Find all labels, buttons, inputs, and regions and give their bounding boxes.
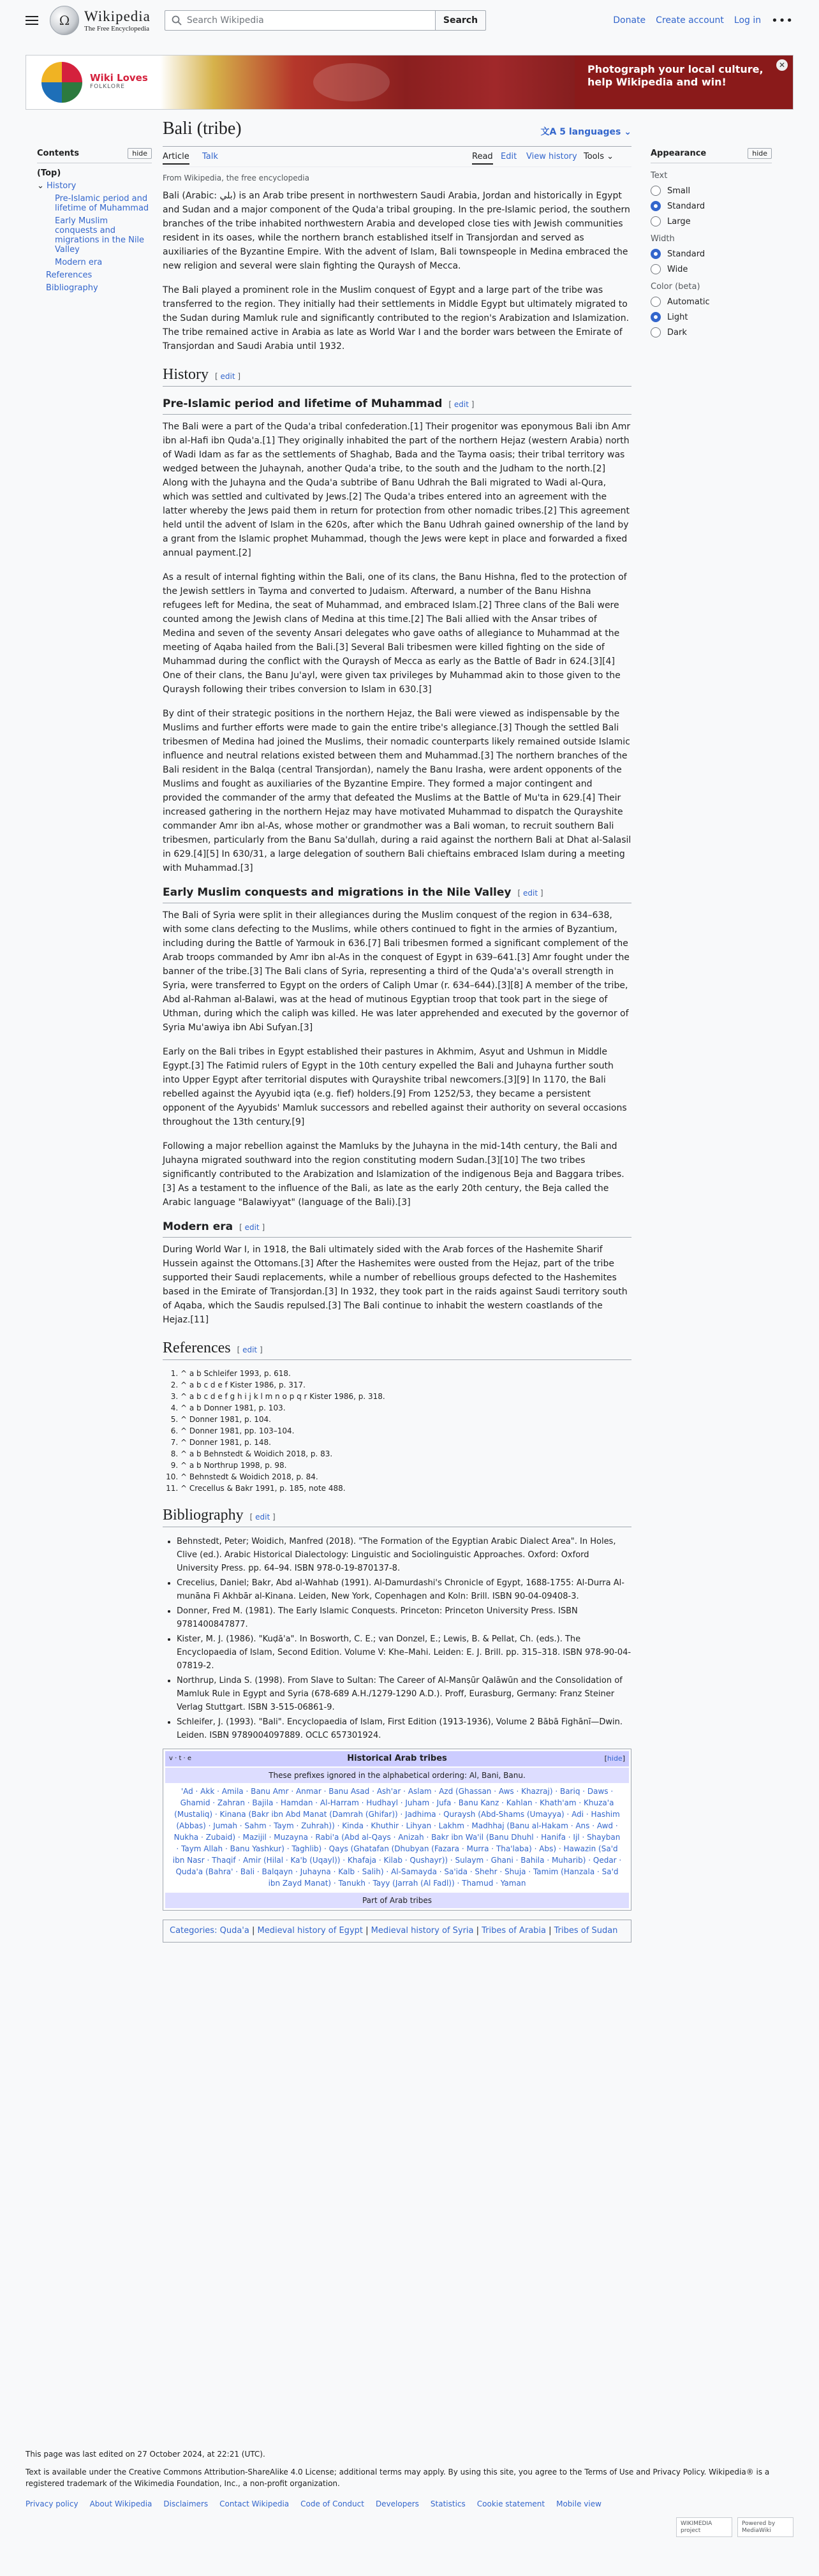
- reference-item[interactable]: 6. ^ Donner 1981, pp. 103–104.: [181, 1425, 631, 1437]
- reference-item[interactable]: 7. ^ Donner 1981, p. 148.: [181, 1437, 631, 1448]
- navbox-arab-tribes: v · t · e Historical Arab tribes [hide] These prefixes ignored in the alphabetical ordering: Al, Bani, Banu. 'Ad · Akk · Amila · Banu Amr · Anmar · Banu Asad · Ash'ar · Aslam · Azd (Ghassan · Aws · Khazraj) · Bariq · Daws · Ghamid · Zahran · Bajila · Hamdan · Al-Harram · Hudhayl · Juham · Jufa · Banu Kanz · Kahlan · Khath'am · Khuza'a (Mustaliq) · Kinana (Bakr ibn Abd Manat (Damrah (Ghifar)) · Jadhima · Quraysh (Abd-Shams (Umayya) · Adi · Hashim (Abbas) · Jumah · Sahm · Taym · Zuhrah)) · Kinda · Khuthir · Lihyan · Lakhm · Madhhaj (Banu al-Hakam · Ans · Awd · Nukha · Zubaid) · Mazijil · Muzayna · Rabi'a (Abd al-Qays · Anizah · Bakr ibn Wa'il (Banu Dhuhl · Hanifa · Ijl · Shayban · Taym Allah · Banu Yashkur) · Taghlib) · Qays (Ghatafan (Dhubyan (Fazara · Murra · Tha'laba) · Abs) · Hawazin (Sa'd ibn Nasr · Thaqif · Amir (Hilal · Ka'b (Uqayl)) · Khafaja · Kilab · Qushayr)) · Sulaym · Ghani · Bahila · Muharib) · Qedar · Quda'a (Bahra' · Bali · Balqayn · Juhayna · Kalb · Salih) · Al-Samayda · Sa'ida · Shehr · Shuja · Tamim (Hanzala · Sa'd ibn Zayd Manat) · Tanukh · Tayy (Jarrah (Al Fadl)) · Thamud · Yaman Part of Arab tribes: [163, 1749, 631, 1911]
- radio-icon[interactable]: [651, 186, 661, 196]
- language-count: 5 languages: [559, 127, 621, 137]
- reference-item[interactable]: 2. ^ a b c d e f Kister 1986, p. 317.: [181, 1379, 631, 1391]
- bibliography-item[interactable]: • Kister, M. J. (1986). "Kuḍā'a". In Bosworth, C. E.; van Donzel, E.; Lewis, B. & Pellat, Ch. (eds.). The Encyclopaedia of Islam, Second Edition. Volume V: Khe–Mahi. Leiden: E. J. Brill. pp. 315–318. ISBN 978-90-04-07819-2.: [177, 1632, 631, 1673]
- lead-paragraph-1: Bali (Arabic: بلي) is an Arab tribe present in northwestern Saudi Arabia, Jordan and historically in Egypt and Sudan and a major component of the Quda'a tribal grouping. In the pre-Islamic period, the southern branches of the tribe inhabited northwestern Arabia and developed close ties with Jewish communities resident in its oases, while the northern branch established itself in Transjordan and served as auxiliaries of the Byzantine Empire. With the advent of Islam, Bali townspeople in Medina embraced the new religion and several were slain fighting the Quraysh of Mecca.: [163, 191, 630, 271]
- close-icon[interactable]: ✕: [776, 59, 788, 71]
- reference-item[interactable]: 10. ^ Behnstedt & Woidich 2018, p. 84.: [181, 1471, 631, 1483]
- reference-item[interactable]: 5. ^ Donner 1981, p. 104.: [181, 1414, 631, 1425]
- campaign-banner[interactable]: [26, 55, 793, 110]
- search-button[interactable]: Search: [435, 10, 486, 31]
- site-header: [26, 0, 793, 41]
- footer-link[interactable]: Disclaimers: [163, 2499, 209, 2508]
- navbox-title[interactable]: Historical Arab tribes: [347, 1754, 447, 1763]
- page-title: Bali (tribe): [163, 119, 242, 138]
- color-light[interactable]: Light: [651, 312, 772, 322]
- edit-link[interactable]: edit: [454, 400, 469, 409]
- bibliography-item[interactable]: • Crecelius, Daniel; Bakr, Abd al-Wahhab (1991). Al-Damurdashi's Chronicle of Egypt, 1688-1755: Al-Durra Al-munāna Fi Akhbār al-Kinana. Leiden, New York, Copenhagen and Koln: Brill. ISBN 90-04-09408-3.: [177, 1576, 631, 1603]
- vte-links[interactable]: v · t · e: [169, 1755, 192, 1762]
- translate-icon: 文A: [540, 127, 560, 137]
- page-footer: [26, 2448, 793, 2534]
- reference-item[interactable]: 8. ^ a b Behnstedt & Woidich 2018, p. 83.: [181, 1448, 631, 1460]
- tab-edit[interactable]: Edit: [501, 152, 517, 161]
- globe-icon: Ω: [50, 6, 79, 35]
- edit-link[interactable]: edit: [220, 372, 235, 381]
- article-body: [163, 189, 631, 1943]
- footer-link[interactable]: Cookie statement: [476, 2499, 545, 2508]
- section-modern-era: Modern era [ edit ]: [163, 1220, 631, 1238]
- category-item[interactable]: Medieval history of Syria: [371, 1926, 474, 1936]
- toc-title: Contents: [37, 149, 79, 158]
- title-row: [163, 116, 631, 147]
- toc-hide-button[interactable]: hide: [128, 148, 152, 159]
- create-account-link[interactable]: Create account: [656, 15, 724, 26]
- color-automatic[interactable]: Automatic: [651, 297, 772, 307]
- category-item[interactable]: Medieval history of Egypt: [257, 1926, 363, 1936]
- tab-talk[interactable]: Talk: [202, 152, 218, 161]
- category-item[interactable]: Quda'a: [219, 1926, 249, 1936]
- toc-item-references[interactable]: References: [46, 270, 92, 280]
- bibliography-item[interactable]: • Northrup, Linda S. (1998). From Slave to Sultan: The Career of Al-Manṣūr Qalāwūn and the Consolidation of Mamluk Rule in Egypt and Syria (678-689 A.H./1279-1290 A.D.). Proff, Eurasburg, Germany: Franz Steiner Verlag Stuttgart. ISBN 3-515-06861-9.: [177, 1674, 631, 1714]
- text-size-small[interactable]: Small: [651, 186, 772, 196]
- radio-icon[interactable]: [651, 216, 661, 226]
- bibliography-item[interactable]: • Schleifer, J. (1993). "Bali". Encyclopaedia of Islam, First Edition (1913-1936), Volume 2 Bābā Fighānī—Dwin. Leiden. ISBN 9789004097889. OCLC 657301924.: [177, 1715, 631, 1742]
- pre-paragraph-1: The Bali were a part of the Quda'a tribal confederation.[1] Their progenitor was eponymous Bali ibn Amr ibn al-Hafi ibn Quda'a.[1] They originally inhabited the part of the northern Hejaz (western Arabia) north of Wadi Idam as far as the settlements of Shaghab, Bada and the Tayma oasis; their tribal territory was wedged between the Juhaynah, another Quda'a tribe, to the south and the Judham to the north.[2] Along with the Juhayna and the Quda'a subtribe of Banu Udhrah the Bali migrated to Wadi al-Qura, which was settled and cultivated by Jews.[2] The Quda'a tribes entered into an agreement with the latter whereby the Jews paid them in return for protection from other nomadic tribes.[2] This agreement held until the advent of Islam in the 620s, after which the Banu Udhrah gained ownership of the land by a grant from the Islamic prophet Muhammad, though the Jews were kept in place and forwarded a fixed annual payment.[2]: [163, 422, 631, 558]
- footer-link[interactable]: Mobile view: [556, 2499, 601, 2508]
- footer-link[interactable]: About Wikipedia: [89, 2499, 152, 2508]
- language-button[interactable]: [541, 125, 631, 138]
- navbox-footer[interactable]: Part of Arab tribes: [165, 1893, 629, 1908]
- tab-tools[interactable]: Tools ⌄: [584, 152, 614, 161]
- last-edited: This page was last edited on 27 October 2024, at 22:21 (UTC).: [26, 2450, 265, 2459]
- appearance-title: Appearance: [651, 149, 707, 158]
- banner-logo-sub: FOLKLORE: [90, 84, 125, 90]
- wordmark-title: Wikipedia: [84, 8, 151, 24]
- navbox-hide-button[interactable]: hide: [607, 1754, 623, 1763]
- tab-article[interactable]: Article: [163, 152, 189, 165]
- footer-link[interactable]: Statistics: [430, 2499, 466, 2508]
- banner-logo-text: Wiki Loves: [90, 72, 148, 84]
- reference-item[interactable]: 11. ^ Crecellus & Bakr 1991, p. 185, note 488.: [181, 1483, 631, 1494]
- banner-photo: [160, 56, 607, 110]
- categories-label[interactable]: Categories:: [170, 1926, 218, 1936]
- radio-icon[interactable]: [651, 249, 661, 259]
- chevron-down-icon: ⌄: [621, 127, 631, 137]
- section-early-muslim: Early Muslim conquests and migrations in the Nile Valley [ edit ]: [163, 885, 631, 903]
- appearance-hide-button[interactable]: hide: [748, 148, 772, 159]
- reference-item[interactable]: 1. ^ a b Schleifer 1993, p. 618.: [181, 1368, 631, 1379]
- radio-icon[interactable]: [651, 297, 661, 307]
- modern-paragraph-1: During World War I, in 1918, the Bali ultimately sided with the Arab forces of the Hashemite Sharif Hussein against the Ottomans.[3] After the Hashemites were ousted from the Hejaz, part of the tribe supported their Saudi replacements, while a number of rebellious groups defected to the Hashemites based in the Emirate of Transjordan.[3] In 1932, they took part in the raids against Saudi territory south of Aqaba, which the Saudis repulsed.[3] The Bali continue to inhabit the western coastlands of the Hejaz.[11]: [163, 1245, 628, 1325]
- toc-item-modern-era[interactable]: Modern era: [55, 258, 103, 267]
- radio-icon[interactable]: [651, 312, 661, 322]
- text-size-label: Text: [651, 171, 668, 181]
- text-size-large[interactable]: Large: [651, 216, 772, 226]
- bibliography-item[interactable]: • Behnstedt, Peter; Woidich, Manfred (2018). "The Formation of the Egyptian Arabic Dialect Area". In Holes, Clive (ed.). Arabic Historical Dialectology: Linguistic and Sociolinguistic Approaches. Oxford: Oxford University Press. pp. 64–94. ISBN 978-0-19-870137-8.: [177, 1535, 631, 1575]
- radio-icon[interactable]: [651, 264, 661, 274]
- tab-read[interactable]: Read: [472, 152, 493, 165]
- color-label: Color (beta): [651, 282, 700, 292]
- chevron-down-icon[interactable]: ⌄: [37, 181, 47, 191]
- footer-badges: [676, 2517, 793, 2537]
- toc-item-pre-islamic[interactable]: Pre-Islamic period and lifetime of Muhammad: [55, 194, 149, 213]
- section-references: References [ edit ]: [163, 1341, 631, 1360]
- from-wikipedia: From Wikipedia, the free encyclopedia: [163, 174, 309, 182]
- pre-paragraph-3: By dint of their strategic positions in the northern Hejaz, the Bali were viewed as indispensable by the Muslims and further efforts were made to gain the entire tribe's allegiance.[3] Though the settled Bali tribesmen of Medina had joined the Muslims, their nomadic counterparts likely remained outside Islamic influence and neutral relations existed between them and Muhammad.[3] The northern branches of the Bali resident in the Balqa (central Transjordan), namely the Banu Irasha, were ardent opponents of the Muslims and fought as auxiliaries of the Byzantine Empire. They formed a major contingent and provided the commander of the army that defeated the Muslims at the Battle of Mu'ta in 629.[4] Their increased gathering in the northern Hejaz may have motivated Muhammad to dispatch the Qurayshite commander Amr ibn al-As, whose mother or grandmother was a Bali woman, to recruit southern Bali tribesmen, particularly from the Banu Sa'dullah, during a raid against the northern Bali at Dhat al-Salasil in 629.[4][5] In 630/31, a large delegation of southern Bali chieftains embraced Islam during a meeting with Muhammad.[3]: [163, 709, 631, 873]
- reference-item[interactable]: 3. ^ a b c d e f g h i j k l m n o p q r Kister 1986, p. 318.: [181, 1391, 631, 1402]
- text-size-standard[interactable]: Standard: [651, 201, 772, 211]
- more-options-icon[interactable]: •••: [771, 13, 793, 27]
- radio-icon[interactable]: [651, 327, 661, 337]
- search-placeholder: Search Wikipedia: [186, 15, 264, 26]
- references-section: [163, 1341, 631, 1494]
- donate-link[interactable]: Donate: [613, 15, 646, 26]
- toc-item-top[interactable]: (Top): [37, 168, 61, 178]
- reference-item[interactable]: 9. ^ a b Northrup 1998, p. 98.: [181, 1460, 631, 1471]
- category-item[interactable]: Tribes of Sudan: [554, 1926, 618, 1936]
- table-of-contents: [37, 148, 152, 296]
- category-links: Categories: Quda'a | Medieval history of Egypt | Medieval history of Syria | Tribes of Arabia | Tribes of Sudan: [163, 1920, 631, 1943]
- search-form: [165, 10, 486, 31]
- lead-paragraph-2: The Bali played a prominent role in the Muslim conquest of Egypt and a large part of the tribe was transferred to the region. They initially had their settlements in Middle Egypt but ultimately migrated to the Sudan during Mamluk rule and significantly contributed to the region's Arabization and Islamization. The tribe remained active in Arabia as late as World War I and the border wars between the Emirate of Transjordan and Saudi Arabia until 1932.: [163, 285, 630, 352]
- appearance-panel: [651, 148, 772, 343]
- wikimedia-badge[interactable]: WIKIMEDIA project: [676, 2517, 732, 2537]
- toc-item-history[interactable]: ⌄ History: [37, 181, 77, 191]
- edit-link[interactable]: edit: [242, 1345, 258, 1354]
- wikipedia-logo[interactable]: [50, 6, 151, 35]
- page-tabs: [163, 148, 631, 167]
- toc-item-early-muslim[interactable]: Early Muslim conquests and migrations in the Nile Valley: [55, 216, 145, 255]
- edit-link[interactable]: edit: [255, 1513, 270, 1521]
- main-menu-icon[interactable]: [26, 16, 38, 25]
- bibliography-section: [163, 1508, 631, 1742]
- reference-item[interactable]: 4. ^ a b Donner 1981, p. 103.: [181, 1402, 631, 1414]
- section-history: History [ edit ]: [163, 367, 631, 387]
- footer-link[interactable]: Contact Wikipedia: [219, 2499, 290, 2508]
- early-paragraph-1: The Bali of Syria were split in their allegiances during the Muslim conquest of the region in 634–638, with some clans defecting to the Muslims, while others continued to fight in the armies of Byzantium, including during the Battle of Yarmouk in 636.[7] Bali tribesmen formed a significant complement of the Arab troops commanded by Amr ibn al-As in the conquest of Egypt in 639–641.[3] Amr fought under the banner of the tribe.[3] The Bali clans of Syria, representing a third of the Quda'a's overall strength in Syria, were transferred to Egypt on the orders of Caliph Umar (r. 634–644).[3][8] A member of the tribe, Abd al-Rahman al-Balawi, was at the head of mutinous Egyptian troop that took part in the siege of Uthman, during which the caliph was killed. He was later apprehended and executed by the governor of Syria Mu'awiya ibn Abi Sufyan.[3]: [163, 910, 630, 1033]
- toc-item-bibliography[interactable]: Bibliography: [46, 283, 98, 293]
- radio-icon[interactable]: [651, 201, 661, 211]
- footer-link[interactable]: Code of Conduct: [300, 2499, 364, 2508]
- color-dark[interactable]: Dark: [651, 327, 772, 337]
- early-paragraph-3: Following a major rebellion against the Mamluks by the Juhayna in the mid-14th century, the Bali and Juhayna migrated southward into the region constituting modern Sudan.[3][10] The two tribes significantly contributed to the Arabization and Islamization of the indigenous Beja and Baggara tribes.[3] As a testament to the influence of the Bali, as late as the early 20th century, the Beja called the Arabic language "Balawiyyat" (language of the Bali).[3]: [163, 1141, 624, 1208]
- log-in-link[interactable]: Log in: [734, 15, 762, 26]
- navbox-note: These prefixes ignored in the alphabetical ordering: Al, Bani, Banu.: [165, 1768, 629, 1783]
- bibliography-item[interactable]: • Donner, Fred M. (1981). The Early Islamic Conquests. Princeton: Princeton University Press. ISBN 9781400847877.: [177, 1604, 631, 1631]
- footer-link[interactable]: Privacy policy: [26, 2499, 78, 2508]
- edit-link[interactable]: edit: [244, 1223, 260, 1232]
- banner-cta[interactable]: Photograph your local culture, help Wikipedia and win!: [575, 56, 793, 110]
- early-paragraph-2: Early on the Bali tribes in Egypt established their pastures in Akhmim, Asyut and Ushmun in Middle Egypt.[3] The Fatimid rulers of Egypt in the 10th century expelled the Bali and Juhayna further south into Upper Egypt after territorial disputes with Qurayshite tribal newcomers.[3][9] In 1170, the Bali rebelled against the Ayyubid iqta (e.g. fief) holders.[9] From 1252/53, they became a persistent opponent of the Ayyubids' Mamluk successors and rebelled against their authority on several occasions throughout the 13th century.[9]: [163, 1047, 627, 1127]
- mediawiki-badge[interactable]: Powered by MediaWiki: [737, 2517, 793, 2537]
- navbox-list[interactable]: 'Ad · Akk · Amila · Banu Amr · Anmar · Banu Asad · Ash'ar · Aslam · Azd (Ghassan · Aws · Khazraj) · Bariq · Daws · Ghamid · Zahran · Bajila · Hamdan · Al-Harram · Hudhayl · Juham · Jufa · Banu Kanz · Kahlan · Khath'am · Khuza'a (Mustaliq) · Kinana (Bakr ibn Abd Manat (Damrah (Ghifar)) · Jadhima · Quraysh (Abd-Shams (Umayya) · Adi · Hashim (Abbas) · Jumah · Sahm · Taym · Zuhrah)) · Kinda · Khuthir · Lihyan · Lakhm · Madhhaj (Banu al-Hakam · Ans · Awd · Nukha · Zubaid) · Mazijil · Muzayna · Rabi'a (Abd al-Qays · Anizah · Bakr ibn Wa'il (Banu Dhuhl · Hanifa · Ijl · Shayban · Taym Allah · Banu Yashkur) · Taghlib) · Qays (Ghatafan (Dhubyan (Fazara · Murra · Tha'laba) · Abs) · Hawazin (Sa'd ibn Nasr · Thaqif · Amir (Hilal · Ka'b (Uqayl)) · Khafaja · Kilab · Qushayr)) · Sulaym · Ghani · Bahila · Muharib) · Qedar · Quda'a (Bahra' · Bali · Balqayn · Juhayna · Kalb · Salih) · Al-Samayda · Sa'ida · Shehr · Shuja · Tamim (Hanzala · Sa'd ibn Zayd Manat) · Tanukh · Tayy (Jarrah (Al Fadl)) · Thamud · Yaman: [165, 1783, 629, 1891]
- section-bibliography: Bibliography [ edit ]: [163, 1508, 631, 1527]
- wiki-loves-folklore-logo-icon: [41, 62, 82, 103]
- wordmark-tagline: The Free Encyclopedia: [84, 24, 150, 33]
- search-icon: [172, 15, 182, 26]
- footer-link[interactable]: Developers: [375, 2499, 419, 2508]
- section-pre-islamic: Pre-Islamic period and lifetime of Muhammad [ edit ]: [163, 397, 631, 415]
- user-links: [613, 14, 793, 27]
- search-input[interactable]: [165, 10, 435, 31]
- footer-links: [26, 2498, 793, 2510]
- width-standard[interactable]: Standard: [651, 249, 772, 259]
- license-text: Text is available under the Creative Commons Attribution-ShareAlike 4.0 License; additional terms may apply. By using this site, you agree to the Terms of Use and Privacy Policy. Wikipedia® is a registered trademark of the Wikimedia Foundation, Inc., a non-profit organization.: [26, 2468, 770, 2488]
- tab-view-history[interactable]: View history: [526, 152, 577, 161]
- pre-paragraph-2: As a result of internal fighting within the Bali, one of its clans, the Banu Hishna, fled to the protection of the Jewish settlers in Tayma and converted to Judaism. Afterward, a number of the Banu Hishna refugees left for Medina, the seat of Muhammad, and embraced Islam.[2] Three clans of the Bali were counted among the Jewish clans of Medina at this time.[2] The Bali allied with the Ansar tribes of Medina and seven of the seventy Ansari delegates who gave oaths of allegiance to Muhammad at the meeting of Aqaba hailed from the Bali.[3] Several Bali tribesmen were killed fighting on the side of Muhammad during the conflict with the Quraysh of Mecca as early as the Battle of Badr in 624.[3][4] One of their clans, the Banu Ju'ayl, were given tax privileges by Muhammad akin to those given to the Quraysh following their tribes conversion to Islam in 630.[3]: [163, 572, 627, 695]
- edit-link[interactable]: edit: [522, 889, 538, 898]
- width-label: Width: [651, 234, 675, 244]
- width-wide[interactable]: Wide: [651, 264, 772, 274]
- category-item[interactable]: Tribes of Arabia: [482, 1926, 546, 1936]
